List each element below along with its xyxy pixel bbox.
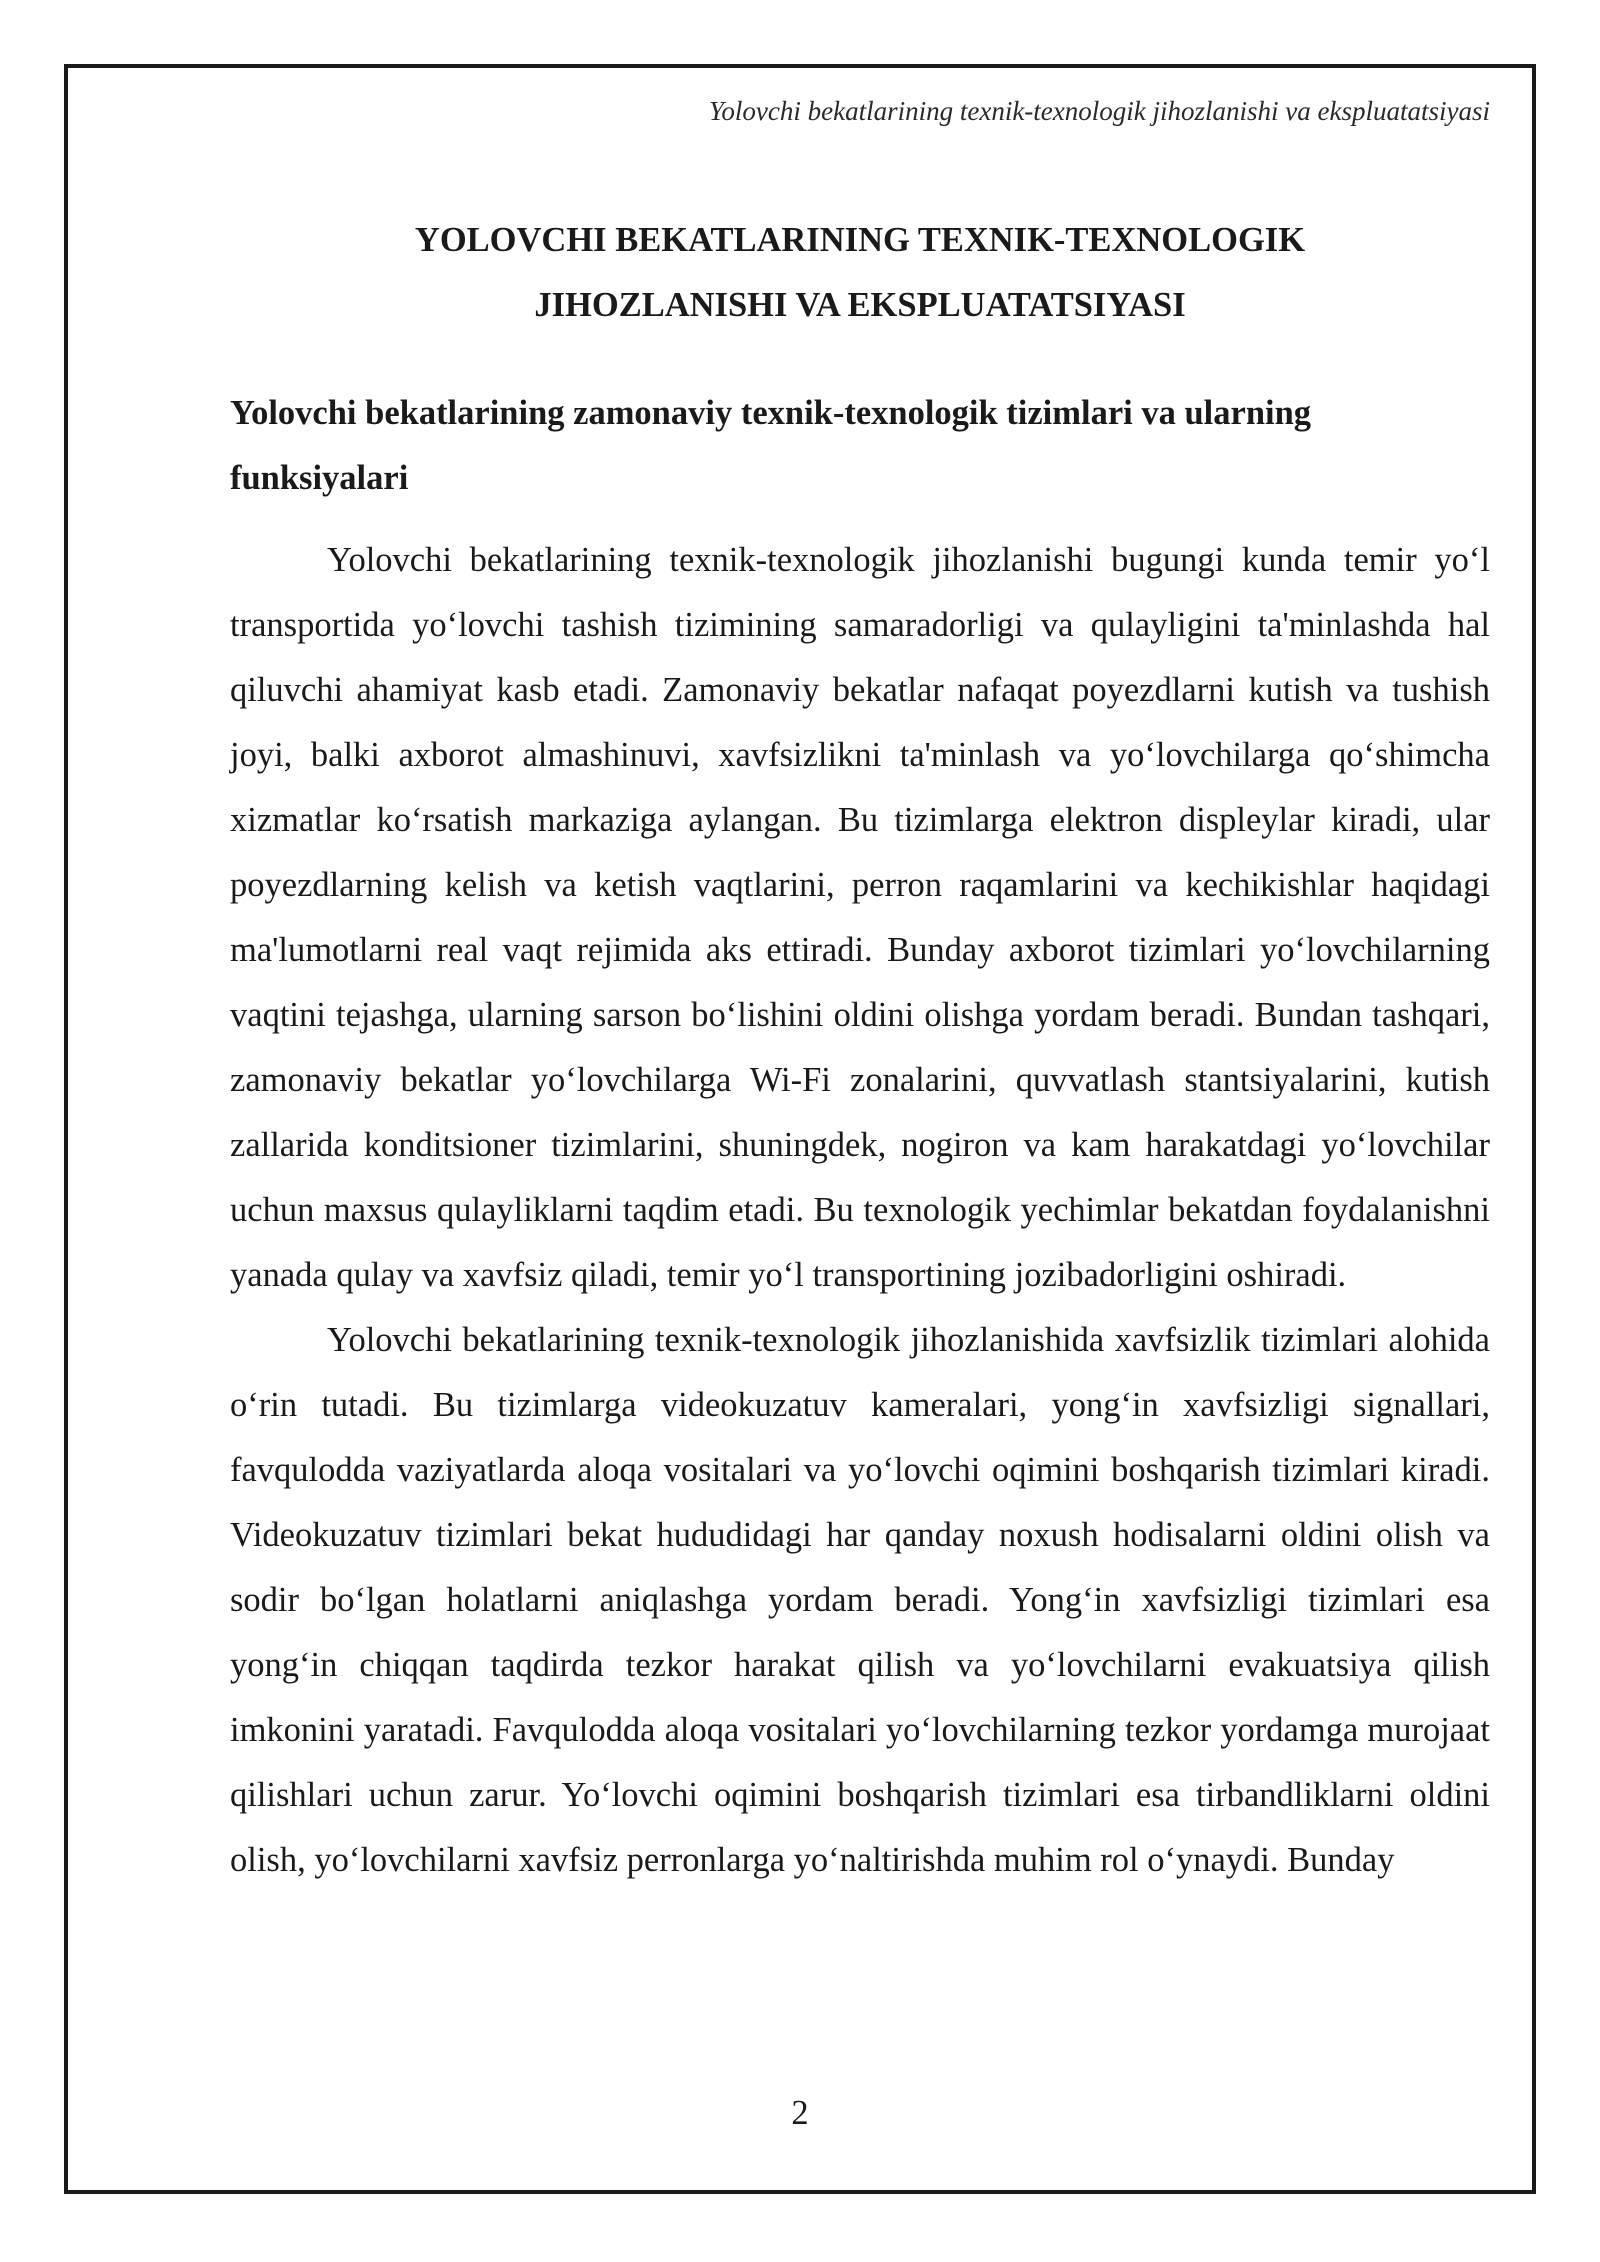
document-title xyxy=(230,208,1490,338)
page-number: 2 xyxy=(791,2094,809,2132)
section-heading: Yolovchi bekatlarining zamonaviy texnik-texnologik tizimlari va ularning funksiyalari xyxy=(230,394,1312,497)
body-text xyxy=(230,528,1490,1893)
running-header: Yolovchi bekatlarining texnik-texnologik jihozlanishi va ekspluatatsiyasi xyxy=(708,96,1490,126)
body-paragraph-1: Yolovchi bekatlarining texnik-texnologik jihozlanishi bugungi kunda temir yo‘l transportida yo‘lovchi tashish tizimining samaradorligi va qulayligini ta'minlashda hal qiluvchi ahamiyat kasb etadi. Zamonaviy bekatlar nafaqat poyezdlarni kutish va tushish joyi, balki axborot almashinuvi, xavfsizlikni ta'minlash va yo‘lovchilarga qo‘shimcha xizmatlar ko‘rsatish markaziga aylangan. Bu tizimlarga elektron displeylar kiradi, ular poyezdlarning kelish va ketish vaqtlarini, perron raqamlarini va kechikishlar haqidagi ma'lumotlarni real vaqt rejimida aks ettiradi. Bunday axborot tizimlari yo‘lovchilarning vaqtini tejashga, ularning sarson bo‘lishini oldini olishga yordam beradi. Bundan tashqari, zamonaviy bekatlar yo‘lovchilarga Wi-Fi zonalarini, quvvatlash stantsiyalarini, kutish zallarida konditsioner tizimlarini, shuningdek, nogiron va kam harakatdagi yo‘lovchilar uchun maxsus qulayliklarni taqdim etadi. Bu texnologik yechimlar bekatdan foydalanishni yanada qulay va xavfsiz qiladi, temir yo‘l transportining jozibadorligini oshiradi. xyxy=(230,541,1490,1294)
document-title-line-2: JIHOZLANISHI VA EKSPLUATATSIYASI xyxy=(534,286,1186,324)
document-title-line-1: YOLOVCHI BEKATLARINING TEXNIK-TEXNOLOGIK xyxy=(414,221,1306,259)
body-paragraph-2: Yolovchi bekatlarining texnik-texnologik jihozlanishida xavfsizlik tizimlari alohida o‘rin tutadi. Bu tizimlarga videokuzatuv kameralari, yong‘in xavfsizligi signallari, favqulodda vaziyatlarda aloqa vositalari va yo‘lovchi oqimini boshqarish tizimlari kiradi. Videokuzatuv tizimlari bekat hududidagi har qanday noxush hodisalarni oldini olish va sodir bo‘lgan holatlarni aniqlashga yordam beradi. Yong‘in xavfsizligi tizimlari esa yong‘in chiqqan taqdirda tezkor harakat qilish va yo‘lovchilarni evakuatsiya qilish imkonini yaratadi. Favqulodda aloqa vositalari yo‘lovchilarning tezkor yordamga murojaat qilishlari uchun zarur. Yo‘lovchi oqimini boshqarish tizimlari esa tirbandliklarni oldini olish, yo‘lovchilarni xavfsiz perronlarga yo‘naltirishda muhim rol o‘ynaydi. Bunday xyxy=(230,1321,1490,1879)
